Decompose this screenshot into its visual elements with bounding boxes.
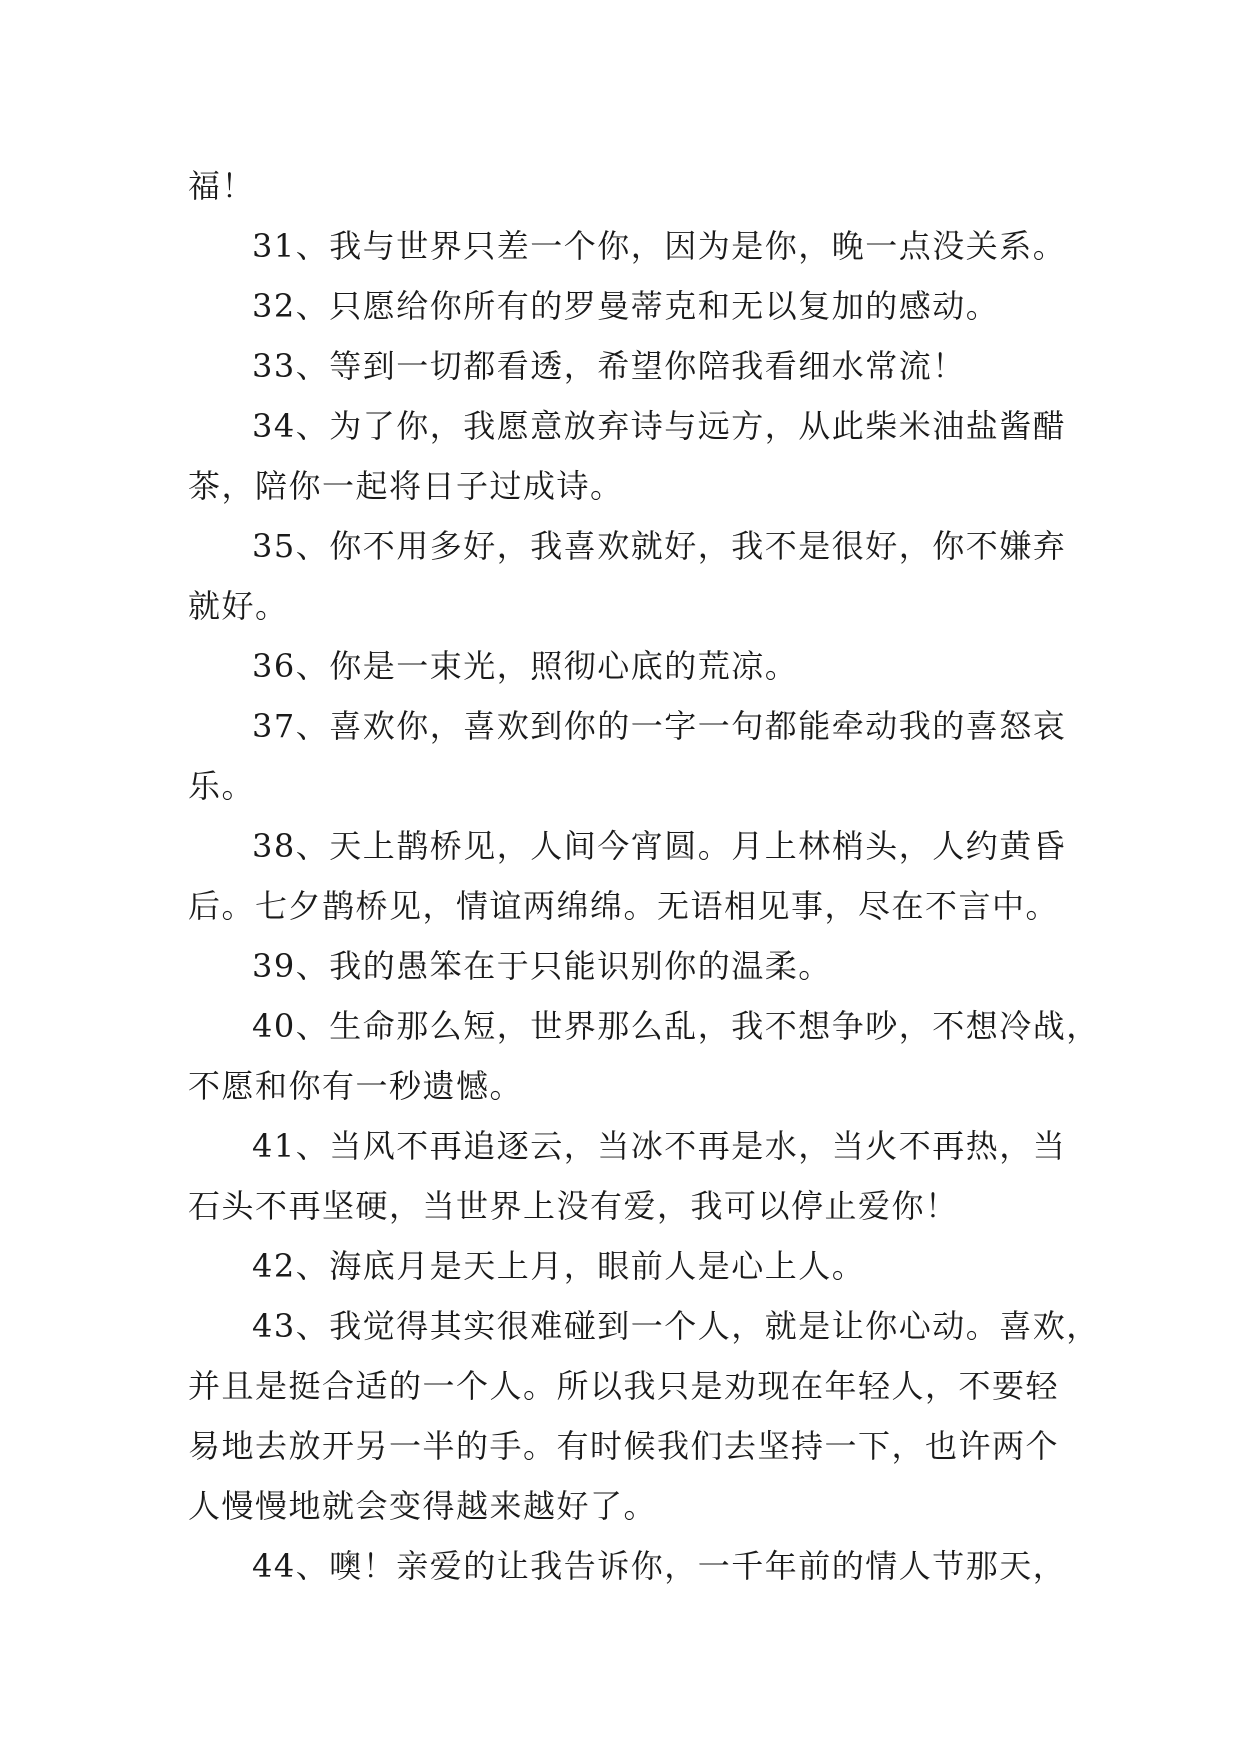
text-line: 人慢慢地就会变得越来越好了。	[188, 1487, 658, 1525]
text-line: 42、海底月是天上月，眼前人是心上人。	[252, 1247, 866, 1285]
text-line: 34、为了你，我愿意放弃诗与远方，从此柴米油盐酱醋	[252, 407, 1067, 445]
text-line: 乐。	[188, 767, 256, 805]
text-line: 后。七夕鹊桥见，情谊两绵绵。无语相见事，尽在不言中。	[188, 887, 1060, 925]
text-line: 易地去放开另一半的手。有时候我们去坚持一下，也许两个	[188, 1427, 1060, 1465]
text-line: 31、我与世界只差一个你，因为是你，晚一点没关系。	[252, 227, 1067, 265]
text-line: 石头不再坚硬，当世界上没有爱，我可以停止爱你！	[188, 1187, 959, 1225]
text-line: 36、你是一束光，照彻心底的荒凉。	[252, 647, 799, 685]
text-line: 33、等到一切都看透，希望你陪我看细水常流！	[252, 347, 966, 385]
text-line: 37、喜欢你，喜欢到你的一字一句都能牵动我的喜怒哀	[252, 707, 1067, 745]
text-line: 并且是挺合适的一个人。所以我只是劝现在年轻人，不要轻	[188, 1367, 1060, 1405]
text-line: 44、噢！亲爱的让我告诉你，一千年前的情人节那天，	[252, 1547, 1067, 1585]
text-line: 福！	[188, 167, 256, 205]
text-line: 35、你不用多好，我喜欢就好，我不是很好，你不嫌弃	[252, 527, 1067, 565]
text-line: 38、天上鹊桥见，人间今宵圆。月上林梢头，人约黄昏	[252, 827, 1067, 865]
text-line: 茶，陪你一起将日子过成诗。	[188, 467, 624, 505]
text-line: 32、只愿给你所有的罗曼蒂克和无以复加的感动。	[252, 287, 1000, 325]
text-line: 40、生命那么短，世界那么乱，我不想争吵，不想冷战，	[252, 1007, 1100, 1045]
text-line: 43、我觉得其实很难碰到一个人，就是让你心动。喜欢，	[252, 1307, 1100, 1345]
text-line: 不愿和你有一秒遗憾。	[188, 1067, 524, 1105]
text-line: 41、当风不再追逐云，当冰不再是水，当火不再热，当	[252, 1127, 1067, 1165]
text-line: 就好。	[188, 587, 289, 625]
text-line: 39、我的愚笨在于只能识别你的温柔。	[252, 947, 832, 985]
